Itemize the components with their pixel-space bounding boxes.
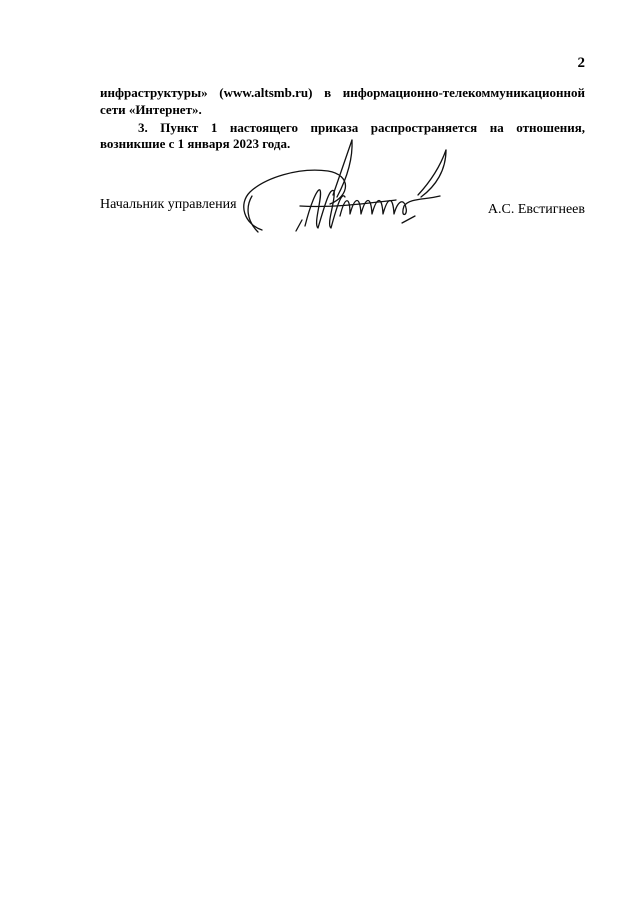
signer-position: Начальник управления [100, 197, 237, 212]
page-number: 2 [577, 55, 585, 71]
signer-name: А.С. Евстигнеев [487, 202, 585, 217]
body-text-line: возникшие с 1 января 2023 года. [100, 136, 291, 151]
body-text-line: инфраструктуры» (www.altsmb.ru) в информационно-телекоммуникационной [100, 85, 585, 100]
body-text-line: сети «Интернет». [100, 102, 202, 117]
body-text-line: 3. Пункт 1 настоящего приказа распространяется на отношения, [138, 120, 585, 135]
